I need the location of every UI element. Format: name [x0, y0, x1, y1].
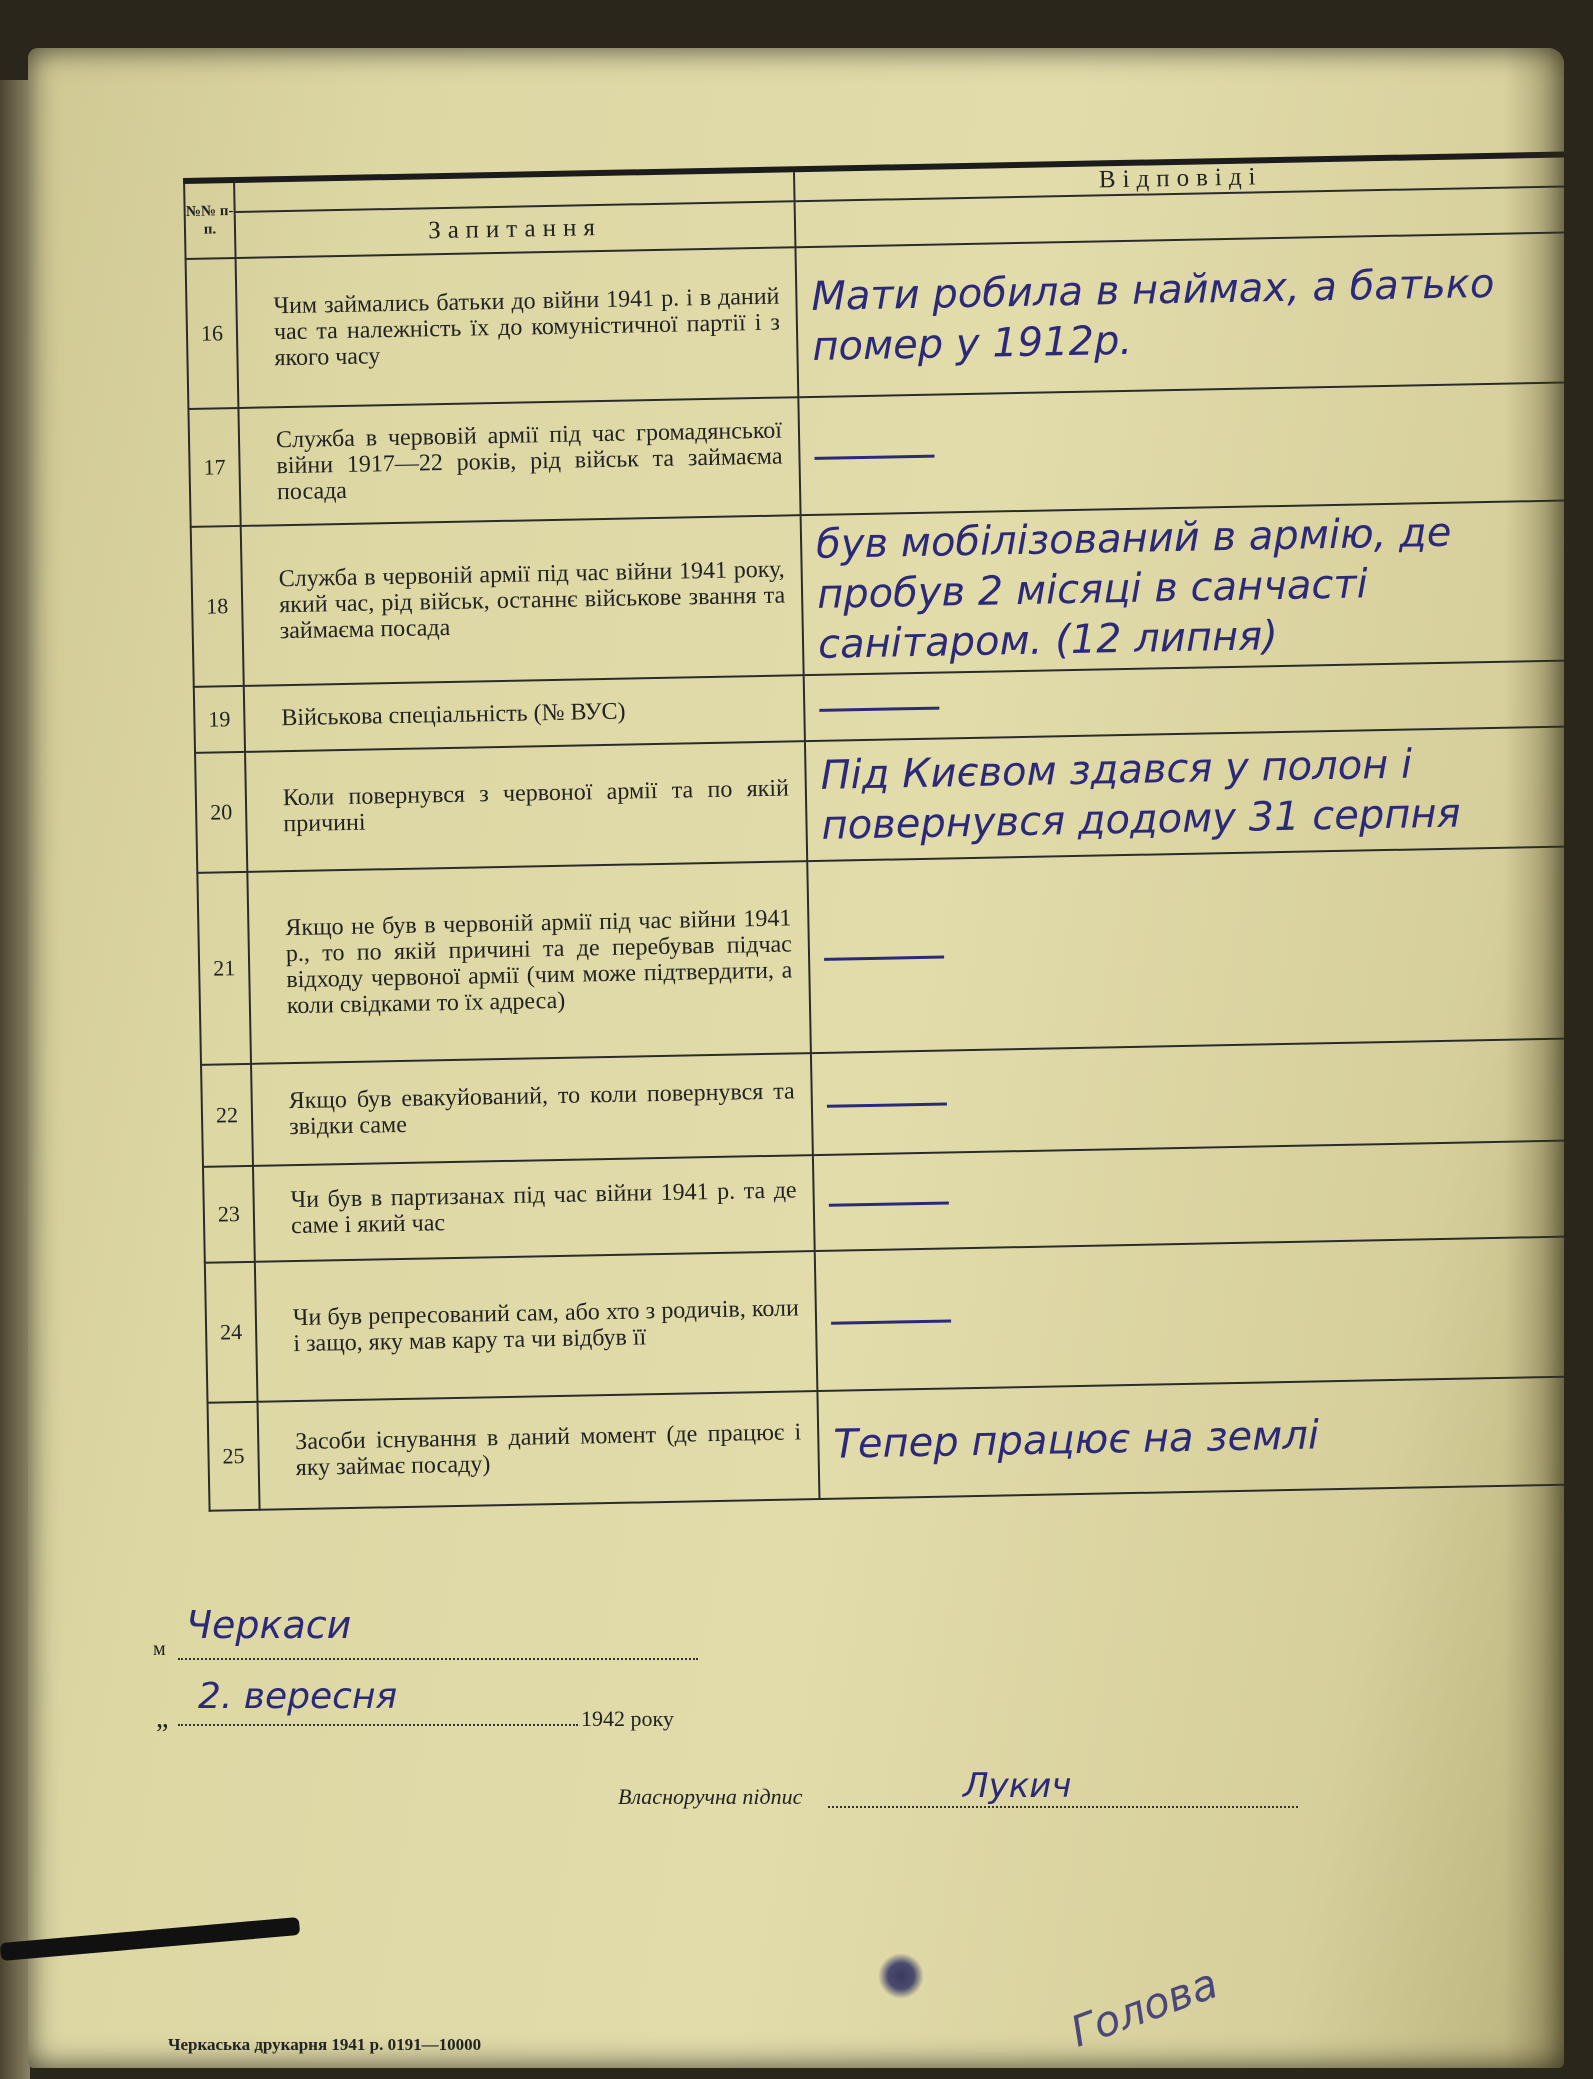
- row-number: 23: [203, 1166, 255, 1263]
- question-text: Служба в червовій армії під час громадянської війни 1917—22 років, рід військ та займаєма посада: [238, 397, 800, 526]
- question-text: Засоби існування в даний момент (де працює і яку займає посаду): [258, 1391, 820, 1510]
- margin-note: Голова: [1064, 1958, 1224, 2057]
- ink-seal-mark: [878, 1953, 924, 1999]
- answer-handwritten: Під Києвом здався у полон і повернувся додому 31 серпня: [805, 726, 1564, 861]
- answer-handwritten: був мобілізований в армію, де пробув 2 місяці в санчасті санітаром. (12 липня): [801, 500, 1564, 675]
- table-row: [197, 846, 1564, 1065]
- city-prefix: м: [153, 1638, 166, 1660]
- dash-mark: [831, 1319, 951, 1324]
- answer-handwritten: Мати робила в наймах, а батько помер у 1912р.: [795, 232, 1564, 397]
- dash-mark: [827, 1102, 947, 1107]
- signature-label: Власноручна підпис: [618, 1784, 803, 1809]
- dash-mark: [824, 955, 944, 960]
- question-text: Якщо не був в червоній армії під час війни 1941 р., то по якій причині та де перебував підчас відходу червоної армії (чим може підтвердити, а коли свідками то їх адреса): [247, 861, 811, 1064]
- row-number: 24: [205, 1262, 258, 1403]
- row-number: 16: [186, 258, 239, 409]
- table-row: [191, 500, 1564, 687]
- answer-dash: [811, 1038, 1564, 1155]
- question-text: Коли повернувся з червоної армії та по якій причині: [245, 741, 807, 872]
- signature: Лукич: [963, 1766, 1072, 1806]
- year-text: 1942 року: [581, 1706, 674, 1731]
- answers-header: Відповіді: [794, 154, 1564, 201]
- answer-dash: [815, 1236, 1564, 1391]
- answer-dash: [813, 1140, 1564, 1251]
- row-number: 18: [191, 526, 244, 687]
- city-handwritten: Черкаси: [186, 1603, 352, 1647]
- printer-imprint: Черкаська друкарня 1941 р. 0191—10000: [168, 2035, 482, 2054]
- row-number: 20: [195, 752, 247, 873]
- dash-mark: [814, 454, 934, 459]
- table-row: [186, 232, 1564, 409]
- number-header: №№ п-п.: [184, 180, 235, 259]
- table-row: [205, 1236, 1564, 1403]
- answer-handwritten: Тепер працює на землі: [817, 1376, 1564, 1499]
- answer-dash: [807, 846, 1564, 1053]
- question-text: Чим займались батьки до війни 1941 р. і в даний час та належність їх до комуністичної партії і з якого часу: [236, 247, 799, 408]
- question-text: Чи був репресований сам, або хто з родичів, коли і защо, яку мав кару та чи відбув її: [255, 1251, 818, 1402]
- questionnaire-table: [183, 151, 1564, 1511]
- row-number: 19: [194, 686, 245, 753]
- row-number: 21: [197, 872, 251, 1065]
- row-number: 17: [188, 408, 240, 527]
- date-open-quote: „: [156, 1703, 169, 1734]
- question-text: Чи був в партизанах під час війни 1941 р. та де саме і який час: [253, 1155, 815, 1262]
- question-text: Якщо був евакуйований, то коли повернувся та звідки саме: [251, 1053, 813, 1166]
- dash-mark: [829, 1201, 949, 1206]
- question-text: Служба в червоній армії під час війни 1941 року, який час, рід військ, останнє військове звання та займаєма посада: [241, 515, 804, 686]
- date-handwritten: 2. вересня: [198, 1676, 398, 1717]
- question-header: Запитання: [235, 201, 796, 258]
- answer-dash: [798, 382, 1564, 515]
- question-text: Військова спеціальність (№ ВУС): [244, 675, 805, 752]
- row-number: 22: [201, 1064, 253, 1167]
- document-page: [28, 48, 1564, 2068]
- book-spine: [0, 80, 30, 2079]
- row-number: 25: [208, 1402, 260, 1511]
- dash-mark: [819, 706, 939, 711]
- questionnaire-form: [183, 151, 1564, 1647]
